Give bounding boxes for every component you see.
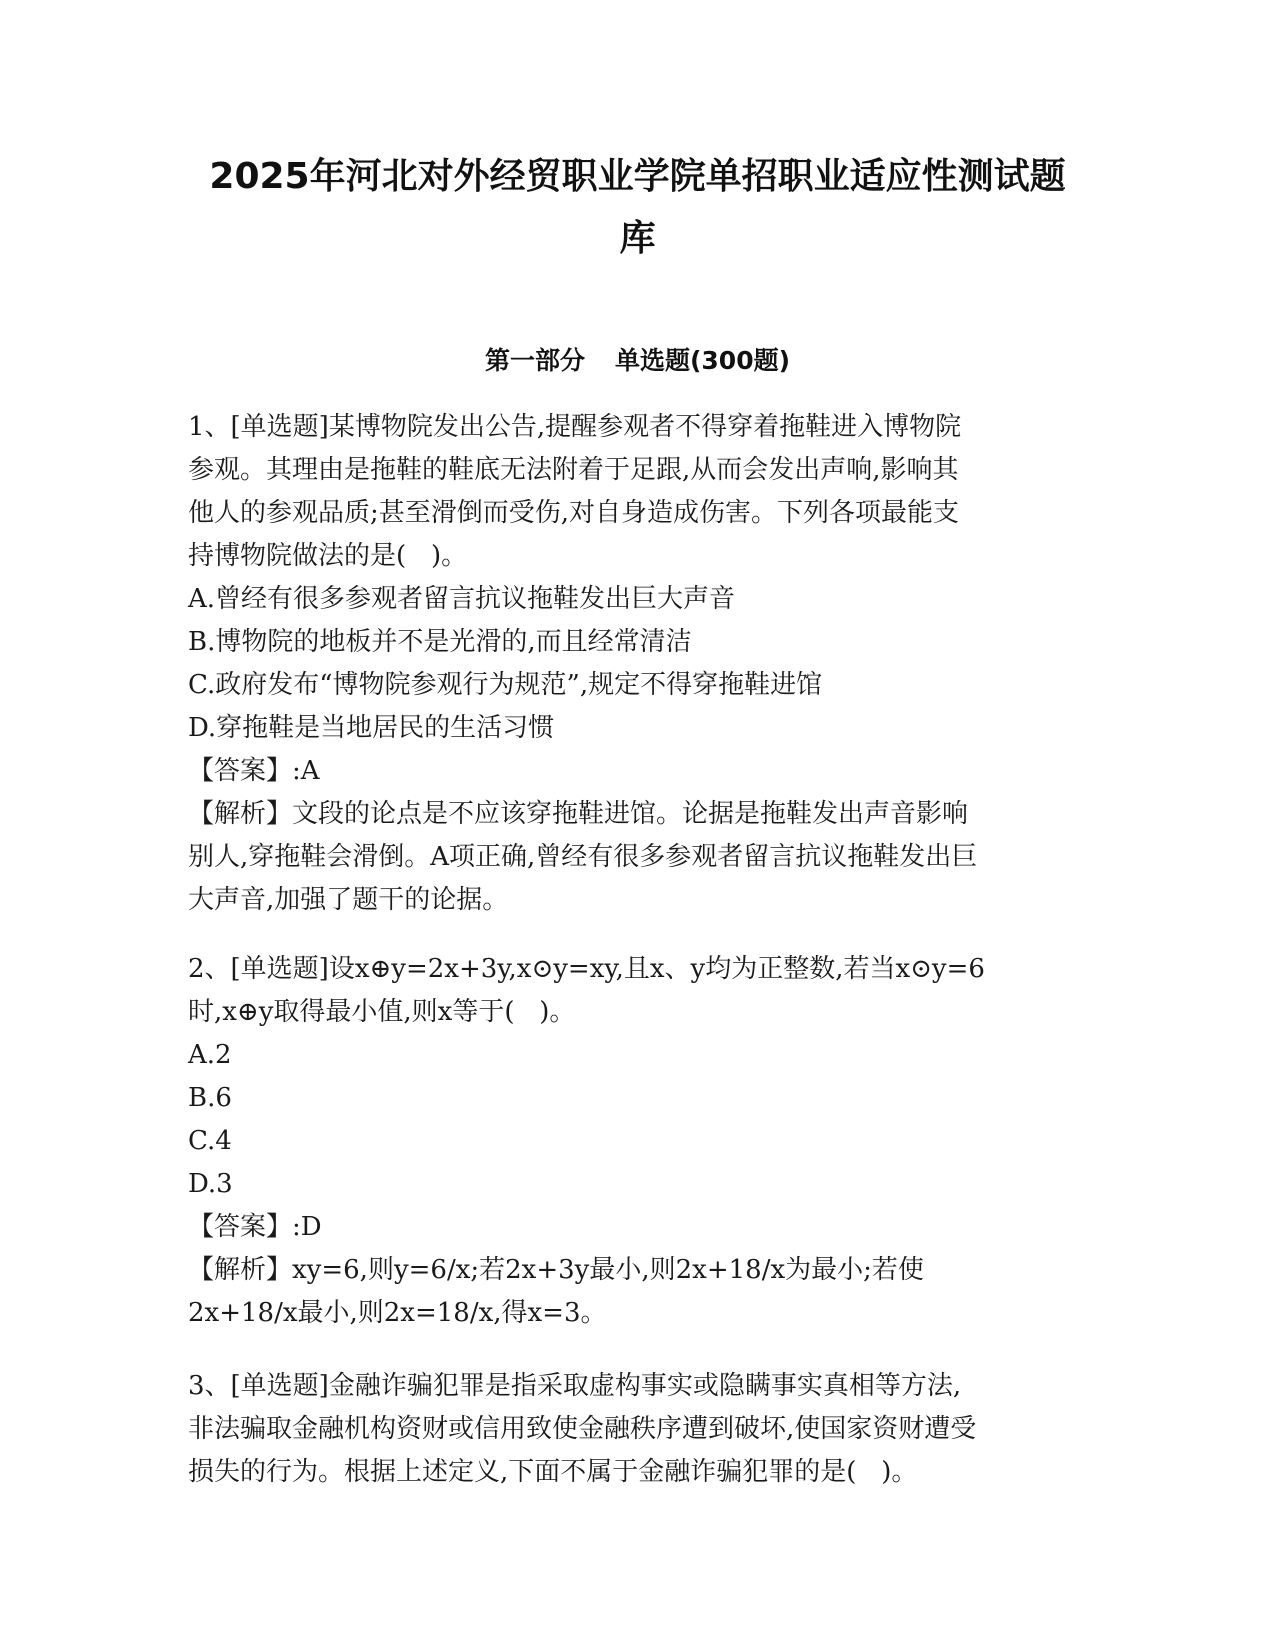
question-2: [188, 948, 1088, 1335]
section-heading-type: 单选题(300题): [614, 346, 791, 375]
option-d: D.穿拖鞋是当地居民的生活习惯: [188, 713, 555, 743]
title-line-1: 2025年河北对外经贸职业学院单招职业适应性测试题: [209, 156, 1066, 197]
option-b: B.6: [188, 1083, 232, 1113]
question-stem-line: 他人的参观品质;甚至滑倒而受伤,对自身造成伤害。下列各项最能支: [188, 498, 960, 528]
question-stem-line: 时,x⊕y取得最小值,则x等于( )。: [188, 997, 576, 1027]
question-stem-line: 2、[单选题]设x⊕y=2x+3y,x⊙y=xy,且x、y均为正整数,若当x⊙y=6: [188, 954, 985, 984]
option-b: B.博物院的地板并不是光滑的,而且经常清洁: [188, 627, 692, 657]
option-c: C.政府发布“博物院参观行为规范”,规定不得穿拖鞋进馆: [188, 670, 823, 700]
question-stem-line: 非法骗取金融机构资财或信用致使金融秩序遭到破坏,使国家资财遭受: [188, 1414, 977, 1444]
title-line-2: 库: [619, 218, 656, 259]
option-d: D.3: [188, 1169, 233, 1199]
question-stem-line: 损失的行为。根据上述定义,下面不属于金融诈骗犯罪的是( )。: [188, 1457, 918, 1487]
option-c: C.4: [188, 1126, 232, 1156]
explanation-line: 别人,穿拖鞋会滑倒。A项正确,曾经有很多参观者留言抗议拖鞋发出巨: [188, 842, 978, 872]
section-heading-part: 第一部分: [484, 346, 585, 375]
question-3: [188, 1365, 1088, 1494]
explanation-line: 2x+18/x最小,则2x=18/x,得x=3。: [188, 1298, 607, 1328]
question-stem-line: 持博物院做法的是( )。: [188, 541, 468, 571]
answer: 【答案】:A: [188, 756, 320, 786]
explanation-line: 【解析】文段的论点是不应该穿拖鞋进馆。论据是拖鞋发出声音影响: [188, 799, 969, 829]
explanation-line: 【解析】xy=6,则y=6/x;若2x+3y最小,则2x+18/x为最小;若使: [188, 1255, 924, 1285]
explanation-line: 大声音,加强了题干的论据。: [188, 885, 509, 915]
question-stem-line: 参观。其理由是拖鞋的鞋底无法附着于足跟,从而会发出声响,影响其: [188, 455, 959, 485]
section-heading: [0, 344, 1275, 378]
document-title: [160, 146, 1115, 270]
question-stem-line: 1、[单选题]某博物院发出公告,提醒参观者不得穿着拖鞋进入博物院: [188, 412, 962, 442]
option-a: A.2: [188, 1040, 232, 1070]
question-stem-line: 3、[单选题]金融诈骗犯罪是指采取虚构事实或隐瞒事实真相等方法,: [188, 1371, 962, 1401]
answer: 【答案】:D: [188, 1212, 322, 1242]
option-a: A.曾经有很多参观者留言抗议拖鞋发出巨大声音: [188, 584, 736, 614]
question-1: [188, 406, 1088, 922]
